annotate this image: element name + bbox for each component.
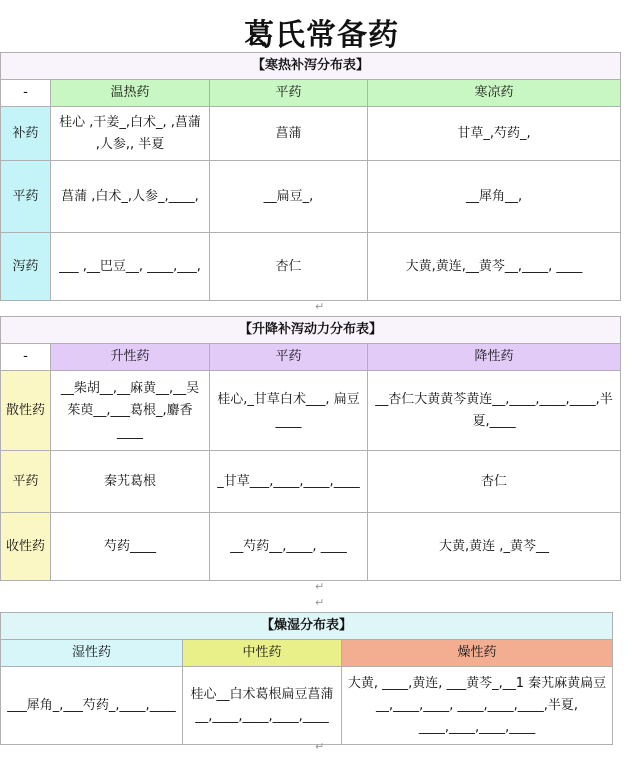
table-cell: ___犀角_,___芍药_,____,____ [1,667,183,745]
row-header-neutral: 平药 [1,161,51,233]
table-cell: __柴胡__,__麻黄__,__吴茱萸__,___葛根_,麝香____ [51,371,210,451]
row-header-astringent: 收性药 [1,513,51,581]
column-header-neutral: 中性药 [183,640,342,667]
table-cell: 芍药____ [51,513,210,581]
table-cell: 桂心,_甘草白术___, 扁豆____ [210,371,368,451]
table-cell: 桂心 ,干姜_,白术_, ,菖蒲 ,人参,, 半夏 [51,107,210,161]
column-header-ascending: 升性药 [51,344,210,371]
column-header-cold: 寒凉药 [368,80,621,107]
table-cell: __扁豆_, [210,161,368,233]
table-cell: 秦艽葛根 [51,451,210,513]
table-cell: __犀角__, [368,161,621,233]
table-cell: __芍药__,____, ____ [210,513,368,581]
row-header-tonify: 补药 [1,107,51,161]
column-header-neutral: 平药 [210,344,368,371]
table-caption: 【升降补泻动力分布表】 [1,317,621,344]
row-header-purge: 泻药 [1,233,51,301]
column-header-damp: 湿性药 [1,640,183,667]
table-ascend-descend [0,316,621,581]
table-cell: 大黄,黄连,__黄芩__,____, ____ [368,233,621,301]
table-cell: 杏仁 [210,233,368,301]
column-header-dry: 燥性药 [342,640,613,667]
row-header-dispersing: 散性药 [1,371,51,451]
column-header-warm: 温热药 [51,80,210,107]
table-caption: 【燥湿分布表】 [1,613,613,640]
table-cold-heat [0,52,621,301]
table-corner: - [1,80,51,107]
table-cell: __杏仁大黄黄芩黄连__,____,____,____,半夏,____ [368,371,621,451]
paragraph-mark: ↵ [315,580,325,593]
table-cell: 大黄,黄连 ,_黄芩__ [368,513,621,581]
table-caption: 【寒热补泻分布表】 [1,53,621,80]
page-title: 葛氏常备药 [244,18,399,53]
table-cell: 菖蒲 ,白术_,人参_,____, [51,161,210,233]
paragraph-mark: ↵ [315,300,325,313]
table-cell: 菖蒲 [210,107,368,161]
table-corner: - [1,344,51,371]
table-cell: ___ ,__巴豆__, ____,___, [51,233,210,301]
column-header-descending: 降性药 [368,344,621,371]
table-cell: _甘草___,____,____,____ [210,451,368,513]
paragraph-mark: ↵ [315,740,325,753]
table-cell: 杏仁 [368,451,621,513]
table-cell: 大黄, ____,黄连, ___黄芩_,__1 秦艽麻黄扁豆__,____,____, ____,____,____,半夏, ____,____,____,____ [342,667,613,745]
table-dry-damp [0,612,613,745]
row-header-neutral: 平药 [1,451,51,513]
paragraph-mark: ↵ [315,596,325,609]
column-header-neutral: 平药 [210,80,368,107]
table-cell: 桂心__白术葛根扁豆菖蒲__,____,____,____,____ [183,667,342,745]
table-cell: 甘草_,芍药_, [368,107,621,161]
